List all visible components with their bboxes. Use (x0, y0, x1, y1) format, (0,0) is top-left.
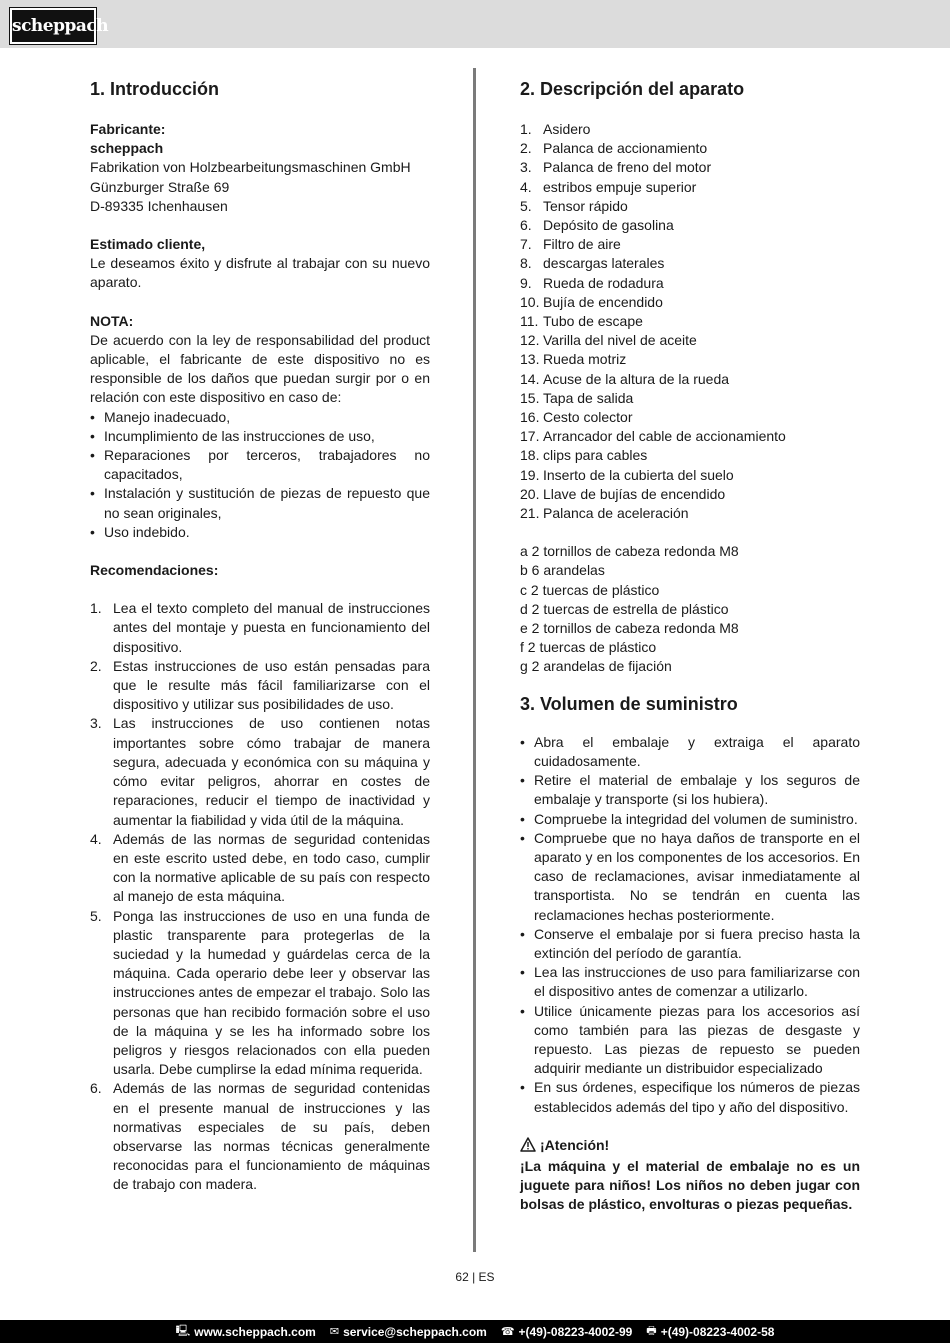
manufacturer-label: Fabricante: (90, 121, 166, 137)
item-number: 5. (520, 197, 532, 214)
item-number: 3. (90, 715, 102, 732)
item-text: Además de las normas de seguridad contenidas en el presente manual de instrucciones y las normativas especiales de su país, deben observarse las normas técnicas generalmente reconocidas para el funcionamiento de máquinas de trabajo con madera. (113, 1080, 430, 1193)
item-text: Filtro de aire (543, 236, 621, 253)
item-text: Tubo de escape (543, 313, 643, 330)
item-text: Tensor rápido (543, 197, 628, 214)
accessory-item: d 2 tuercas de estrella de plástico (520, 600, 729, 617)
footer-email[interactable] (330, 1325, 487, 1339)
warning-triangle-icon (520, 1137, 536, 1157)
note-label: NOTA: (90, 312, 134, 329)
item-text: Tapa de salida (543, 389, 634, 406)
page-number: 62 | ES (455, 1270, 495, 1284)
item-text: Lea el texto completo del manual de instrucciones antes del montaje y puesta en funcionamiento del dispositivo. (113, 600, 430, 655)
item-number: 6. (90, 1080, 102, 1097)
item-number: 1. (520, 121, 532, 137)
item-text: Llave de bujías de encendido (543, 485, 726, 502)
item-text: Varilla del nivel de aceite (543, 332, 697, 349)
list-item: • Reparaciones por terceros, trabajadores no capacitados, (90, 446, 430, 484)
list-item: • Abra el embalaje y extraiga el aparato cuidadosamente. (520, 733, 860, 771)
item-number: 14. (520, 370, 540, 387)
item-number: 9. (520, 274, 532, 291)
list-item (90, 657, 430, 715)
item-number: 6. (520, 217, 532, 234)
phone-icon: ☎ (500, 1326, 515, 1338)
list-item (520, 331, 860, 350)
list-item (520, 178, 860, 197)
item-number: 11. (520, 313, 539, 330)
item-number: 19. (520, 466, 540, 483)
supply-list (520, 733, 860, 1117)
item-text: clips para cables (543, 447, 648, 464)
note-list (90, 408, 430, 542)
footer-website[interactable] (176, 1322, 316, 1341)
footer-phone (501, 1325, 632, 1339)
item-text: Palanca de freno del motor (543, 159, 712, 176)
warning-label: ¡Atención! (540, 1136, 610, 1153)
list-item: • Lea las instrucciones de uso para familiarizarse con el dispositivo antes de comenzar a utilizarlo. (520, 963, 860, 1001)
list-item: • Manejo inadecuado, (90, 408, 430, 427)
warning-heading (520, 1136, 860, 1157)
list-item (520, 389, 860, 408)
item-number: 17. (520, 428, 540, 445)
list-item (520, 370, 860, 389)
scheppach-logo: scheppach (10, 8, 96, 44)
item-number: 15. (520, 389, 540, 406)
list-item: • Retire el material de embalaje y los seguros de embalaje y transporte (si los hubiera). (520, 771, 860, 809)
accessory-item: b 6 arandelas (520, 562, 605, 579)
address-line: D-89335 Ichenhausen (90, 197, 228, 214)
list-item (520, 158, 860, 177)
intro-title: 1. Introducción (90, 79, 220, 99)
list-item (520, 446, 860, 465)
mail-icon: ✉ (329, 1326, 340, 1338)
item-text: Inserto de la cubierta del suelo (543, 466, 734, 483)
list-item: • Compruebe la integridad del volumen de suministro. (520, 810, 860, 829)
list-item: • Conserve el embalaje por si fuera preciso hasta la extinción del período de garantía. (520, 925, 860, 963)
item-text: Asidero (543, 121, 591, 137)
parts-list (520, 120, 860, 523)
item-number: 20. (520, 485, 540, 502)
list-item (520, 120, 860, 139)
accessory-item: f 2 tuercas de plástico (520, 639, 657, 656)
item-number: 16. (520, 409, 540, 426)
footer-fax (646, 1322, 774, 1341)
list-item (520, 274, 860, 293)
right-column (520, 78, 860, 1215)
list-item (520, 312, 860, 331)
item-number: 2. (520, 140, 532, 157)
address-line: Fabrikation von Holzbearbeitungsmaschinen GmbH (90, 159, 411, 176)
list-item: • Incumplimiento de las instrucciones de uso, (90, 427, 430, 446)
item-number: 5. (90, 907, 102, 924)
list-item (520, 235, 860, 254)
email-link[interactable]: service@scheppach.com (343, 1324, 487, 1339)
item-text: Bujía de encendido (543, 293, 663, 310)
phone-number: +(49)-08223-4002-99 (518, 1324, 633, 1339)
item-number: 18. (520, 447, 540, 464)
item-text: Las instrucciones de uso contienen notas importantes sobre cómo trabajar de manera segura, adecuada y económica con su máquina y cómo evitar peligros, ahorrar en costes de reparaciones, reducir el tiempo de inactividad y aumentar la fiabilidad y vida útil de la máquina. (113, 715, 430, 828)
accessory-item: e 2 tornillos de cabeza redonda M8 (520, 620, 739, 637)
warning-text: ¡La máquina y el material de embalaje no es un juguete para niños! Los niños no deben jugar con bolsas de plástico, envolturas o piezas pequeñas. (520, 1157, 860, 1213)
item-number: 12. (520, 332, 540, 349)
list-item (520, 485, 860, 504)
item-number: 8. (520, 255, 532, 272)
item-number: 1. (90, 600, 102, 617)
item-text: Ponga las instrucciones de uso en una funda de plastic transparente para protegerlas de la suciedad y la humedad y guárdelas cerca de la máquina. Cada operario debe leer y observar las instrucciones antes de empezar el trabajo. Solo las personas que han recibido formación sobre el uso de la máquina y se les ha informado sobre los peligros y riesgos relacionados con ella pueden usarla. Debe cumplirse la edad mínima requerida. (113, 907, 430, 1078)
list-item (90, 830, 430, 907)
list-item (520, 504, 860, 523)
list-item (90, 1079, 430, 1194)
list-item (520, 197, 860, 216)
list-item (520, 139, 860, 158)
item-number: 4. (520, 178, 532, 195)
note-text: De acuerdo con la ley de responsabilidad del product aplicable, el fabricante de este dispositivo no es responsible de los daños que puedan surgir por o en relación con este dispositivo en caso de: (90, 331, 430, 406)
supply-title: 3. Volumen de suministro (520, 693, 738, 714)
accessory-item: g 2 arandelas de fijación (520, 658, 672, 675)
list-item (520, 408, 860, 427)
list-item (520, 293, 860, 312)
recommend-label: Recomendaciones: (90, 562, 219, 579)
list-item: • En sus órdenes, especifique los números de piezas establecidos además del tipo y año del dispositivo. (520, 1078, 860, 1116)
item-text: Palanca de aceleración (543, 505, 689, 522)
computer-icon: 🖳 (175, 1325, 191, 1337)
column-divider (473, 68, 476, 1252)
item-number: 2. (90, 657, 102, 674)
item-number: 3. (520, 159, 532, 176)
list-item (90, 714, 430, 829)
accessory-item: c 2 tuercas de plástico (520, 581, 660, 598)
header-bar (0, 0, 950, 48)
manufacturer-name: scheppach (90, 140, 164, 157)
address-line: Günzburger Straße 69 (90, 178, 230, 195)
greeting-label: Estimado cliente, (90, 236, 206, 253)
greeting-text: Le deseamos éxito y disfrute al trabajar con su nuevo aparato. (90, 255, 430, 291)
list-item: • Utilice únicamente piezas para los accesorios así como también para las piezas de desgaste y repuesto. Las piezas de repuesto se pueden adquirir mediante un distribuidor especializado (520, 1002, 860, 1079)
item-text: Cesto colector (543, 409, 633, 426)
item-text: Estas instrucciones de uso están pensadas para que le resulte más fácil familiarizarse con el dispositivo y utilizar sus posibilidades de uso. (113, 657, 430, 713)
list-item: • Uso indebido. (90, 523, 430, 542)
list-item (520, 427, 860, 446)
fax-number: +(49)-08223-4002-58 (660, 1324, 775, 1339)
item-text: estribos empuje superior (543, 178, 697, 195)
description-title: 2. Descripción del aparato (520, 79, 745, 99)
recommend-list (90, 599, 430, 1194)
item-number: 13. (520, 351, 540, 368)
item-text: descargas laterales (543, 255, 665, 272)
list-item (520, 216, 860, 235)
item-text: Rueda de rodadura (543, 274, 664, 291)
list-item: • Instalación y sustitución de piezas de repuesto que no sean originales, (90, 484, 430, 522)
item-text: Rueda motriz (543, 351, 627, 368)
item-text: Además de las normas de seguridad contenidas en este escrito usted debe, en todo caso, cumplir con la normative aplicable de su país con respecto al manejo de esta máquina. (113, 830, 430, 905)
item-number: 7. (520, 236, 532, 253)
accessory-item: a 2 tornillos de cabeza redonda M8 (520, 543, 739, 560)
left-column (90, 78, 430, 1195)
fax-icon: 🖶 (646, 1325, 657, 1337)
list-item (520, 350, 860, 369)
item-number: 4. (90, 830, 102, 847)
item-text: Palanca de accionamiento (543, 140, 708, 157)
item-number: 21. (520, 505, 540, 522)
item-text: Depósito de gasolina (543, 217, 674, 234)
website-link[interactable]: www.scheppach.com (194, 1324, 316, 1339)
list-item (90, 599, 430, 657)
footer-bar (0, 1320, 950, 1343)
item-text: Acuse de la altura de la rueda (543, 370, 730, 387)
list-item: • Compruebe que no haya daños de transporte en el aparato y en los componentes de los accesorios. En caso de reclamaciones, avisar inmediatamente al transportista. No se tendrán en cuenta las reclamaciones hechas posteriormente. (520, 829, 860, 925)
list-item (520, 254, 860, 273)
item-number: 10. (520, 293, 540, 310)
item-text: Arrancador del cable de accionamiento (543, 428, 786, 445)
list-item (90, 907, 430, 1080)
list-item (520, 466, 860, 485)
